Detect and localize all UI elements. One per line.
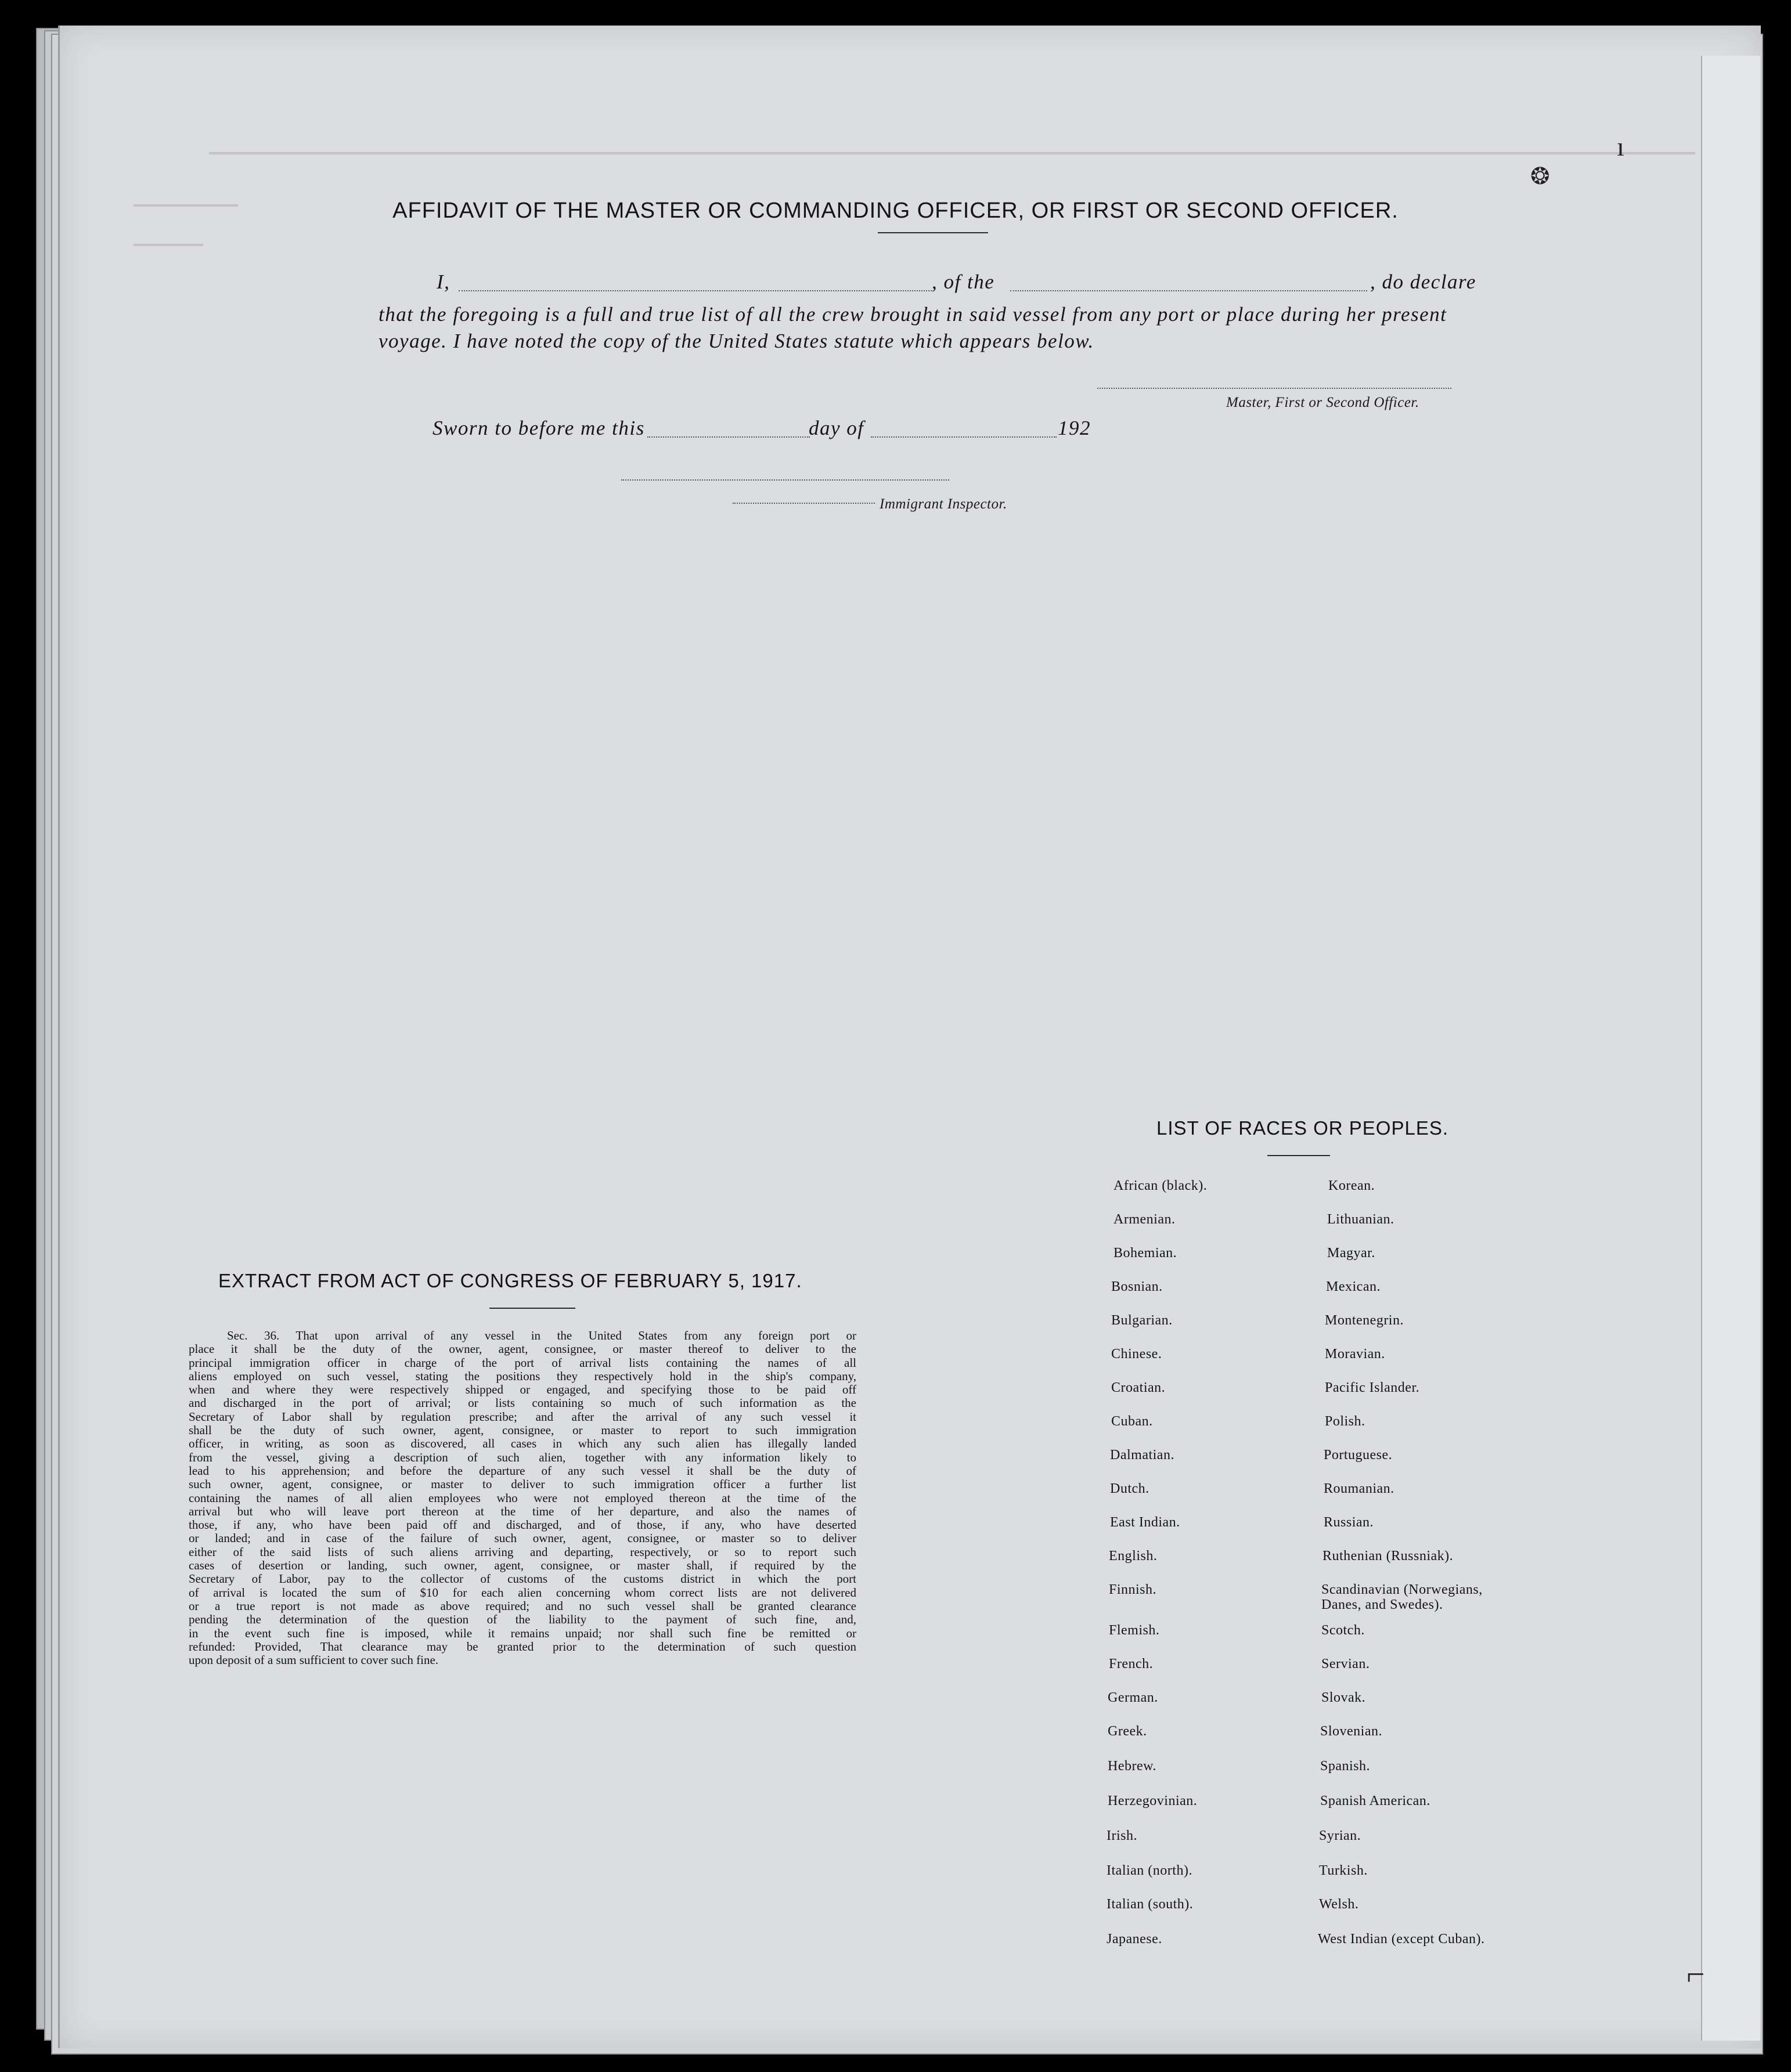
race-item: Russian.: [1324, 1515, 1374, 1530]
race-item: Bohemian.: [1113, 1246, 1177, 1261]
race-item: Portuguese.: [1324, 1447, 1393, 1463]
stray-mark: ı: [1617, 132, 1624, 161]
race-item: Moravian.: [1325, 1347, 1385, 1362]
bleed-through-line: [209, 152, 1695, 154]
race-item: German.: [1108, 1690, 1158, 1705]
affidavit-line2: that the foregoing is a full and true list of all the crew brought in said vessel from any port or place during her present: [379, 303, 1447, 326]
race-item: Servian.: [1321, 1656, 1370, 1672]
statute-line: either of the said lists of such aliens arriving and departing, respectively, or so to report such: [189, 1545, 856, 1559]
statute-line: pending the determination of the question of the liability to the payment of such fine, and,: [189, 1613, 856, 1627]
sworn-text: Sworn to before me this: [433, 417, 645, 439]
statute-line: of arrival is located the sum of $10 for each alien concerning whom correct lists are not delivered: [189, 1586, 856, 1600]
extract-title-rule: [489, 1308, 575, 1309]
statute-line: Secretary of Labor shall by regulation prescribe; and after the arrival of any such vessel it: [189, 1410, 856, 1424]
statute-line: principal immigration officer in charge of the port of arrival lists containing the names of all: [189, 1356, 856, 1370]
statute-line: such owner, agent, consignee, or master to deliver to such immigration officer a further list: [189, 1478, 856, 1492]
statute-line: or landed; and in case of the failure of such owner, agent, consignee, or master so to deliver: [189, 1532, 856, 1546]
race-item: Hebrew.: [1108, 1759, 1156, 1774]
stray-mark: ⌐: [1687, 1957, 1705, 1992]
race-item: Italian (north).: [1107, 1863, 1192, 1878]
inspector-signature-line: [621, 479, 949, 481]
race-item: Herzegovinian.: [1108, 1793, 1198, 1809]
master-signature-label: Master, First or Second Officer.: [1226, 395, 1419, 410]
stray-mark: ❂: [1530, 163, 1550, 189]
statute-line: officer, in writing, as soon as discovered, all cases in which any such alien has illegally landed: [189, 1437, 856, 1451]
bleed-through-line: [134, 244, 203, 246]
race-item: Italian (south).: [1107, 1897, 1194, 1912]
affidavit-title: AFFIDAVIT OF THE MASTER OR COMMANDING OFFICER, OR FIRST OR SECOND OFFICER.: [392, 198, 1399, 223]
document-page: [58, 26, 1761, 2048]
page-right-strip: [1701, 56, 1760, 2041]
race-item: Lithuanian.: [1327, 1212, 1394, 1227]
race-item: Dalmatian.: [1110, 1447, 1174, 1463]
race-item: Montenegrin.: [1325, 1313, 1404, 1328]
statute-line: in the event such fine is imposed, while it remains unpaid; nor shall such fine be remitted or: [189, 1626, 856, 1640]
race-item: Roumanian.: [1324, 1481, 1394, 1496]
race-item: Armenian.: [1113, 1212, 1176, 1227]
race-item: African (black).: [1113, 1178, 1208, 1193]
statute-line: and discharged in the port of arrival; or lists containing so much of such information as the: [189, 1396, 856, 1410]
race-item: French.: [1109, 1656, 1154, 1672]
race-item: Finnish.: [1109, 1582, 1157, 1597]
inspector-signature-label: Immigrant Inspector.: [880, 496, 1007, 512]
statute-text: [189, 1329, 856, 1667]
statute-line: Secretary of Labor, pay to the collector of customs of the customs district in which the port: [189, 1572, 856, 1586]
race-item: Pacific Islander.: [1325, 1380, 1420, 1395]
race-item: Flemish.: [1109, 1623, 1160, 1638]
statute-line: from the vessel, giving a description of such alien, together with any information likely to: [189, 1450, 856, 1464]
affidavit-line1-end: , do declare: [1370, 270, 1476, 293]
name-blank: [459, 290, 932, 291]
race-item: Cuban.: [1111, 1414, 1153, 1429]
sworn-day-label: day of: [809, 417, 864, 439]
race-item: Dutch.: [1110, 1481, 1149, 1496]
statute-line: upon deposit of a sum sufficient to cover such fine.: [189, 1654, 439, 1667]
race-item: Slovak.: [1321, 1690, 1366, 1705]
statute-line: refunded: Provided, That clearance may be granted prior to the determination of such question: [189, 1640, 856, 1654]
race-item: Scandinavian (Norwegians, Danes, and Swedes).: [1321, 1582, 1483, 1612]
sworn-day-blank: [647, 436, 810, 438]
extract-title: EXTRACT FROM ACT OF CONGRESS OF FEBRUARY 5, 1917.: [218, 1270, 802, 1291]
race-item: Spanish.: [1320, 1759, 1371, 1774]
statute-line: when and where they were respectively shipped or engaged, and specifying those to be paid off: [189, 1383, 856, 1397]
statute-line: or a true report is not made as above required; and no such vessel shall be granted clearance: [189, 1599, 856, 1613]
races-title: LIST OF RACES OR PEOPLES.: [1156, 1117, 1449, 1139]
statute-line: containing the names of all alien employees who were not employed thereon at the time of the: [189, 1491, 856, 1505]
race-item: Korean.: [1328, 1178, 1375, 1193]
affidavit-line1-start: I,: [437, 270, 451, 293]
race-item: Turkish.: [1319, 1863, 1368, 1878]
affidavit-line1-mid: , of the: [932, 270, 995, 293]
sworn-month-blank: [871, 436, 1057, 438]
race-item: Croatian.: [1111, 1380, 1166, 1395]
race-item: Greek.: [1108, 1724, 1147, 1739]
race-item: Mexican.: [1326, 1279, 1381, 1294]
race-item: Irish.: [1107, 1828, 1137, 1843]
race-item: Bosnian.: [1111, 1279, 1163, 1294]
race-item: Spanish American.: [1320, 1793, 1430, 1809]
statute-line: place it shall be the duty of the owner, agent, consignee, or master thereof to deliver to the: [189, 1342, 856, 1356]
affidavit-line3: voyage. I have noted the copy of the United States statute which appears below.: [379, 330, 1094, 352]
race-item: Polish.: [1325, 1414, 1365, 1429]
inspector-signature-line-2: [733, 503, 875, 504]
races-title-rule: [1267, 1155, 1330, 1156]
race-item: Japanese.: [1107, 1932, 1162, 1947]
affidavit-title-rule: [878, 232, 988, 233]
race-item: Welsh.: [1319, 1897, 1359, 1912]
statute-line: those, if any, who have been paid off and discharged, and of those, if any, who have deserted: [189, 1518, 856, 1532]
race-item: East Indian.: [1110, 1515, 1180, 1530]
statute-line: shall be the duty of such owner, agent, consignee, or master to report to such immigration: [189, 1424, 856, 1438]
statute-line: Sec. 36. That upon arrival of any vessel in the United States from any foreign port or: [227, 1329, 856, 1342]
race-item: Magyar.: [1327, 1246, 1375, 1261]
race-item: Chinese.: [1111, 1347, 1162, 1362]
race-item: Slovenian.: [1320, 1724, 1382, 1739]
statute-line: arrival but who will leave port thereon at the time of her departure, and also the names of: [189, 1504, 856, 1518]
race-item: Bulgarian.: [1111, 1313, 1173, 1328]
race-item: Ruthenian (Russniak).: [1322, 1548, 1454, 1564]
race-item: Syrian.: [1319, 1828, 1361, 1843]
race-item: Scotch.: [1321, 1623, 1365, 1638]
statute-line: cases of desertion or landing, such owner, agent, consignee, or master shall, if required by the: [189, 1559, 856, 1573]
sworn-year: 192: [1058, 417, 1091, 439]
master-signature-line: [1097, 388, 1451, 389]
race-item: West Indian (except Cuban).: [1318, 1932, 1485, 1947]
vessel-blank: [1010, 290, 1367, 291]
statute-line: aliens employed on such vessel, stating the positions they respectively hold in the ship's company,: [189, 1369, 856, 1383]
race-item: English.: [1109, 1548, 1158, 1564]
statute-line: lead to his apprehension; and before the departure of any such vessel it shall be the duty of: [189, 1464, 856, 1478]
